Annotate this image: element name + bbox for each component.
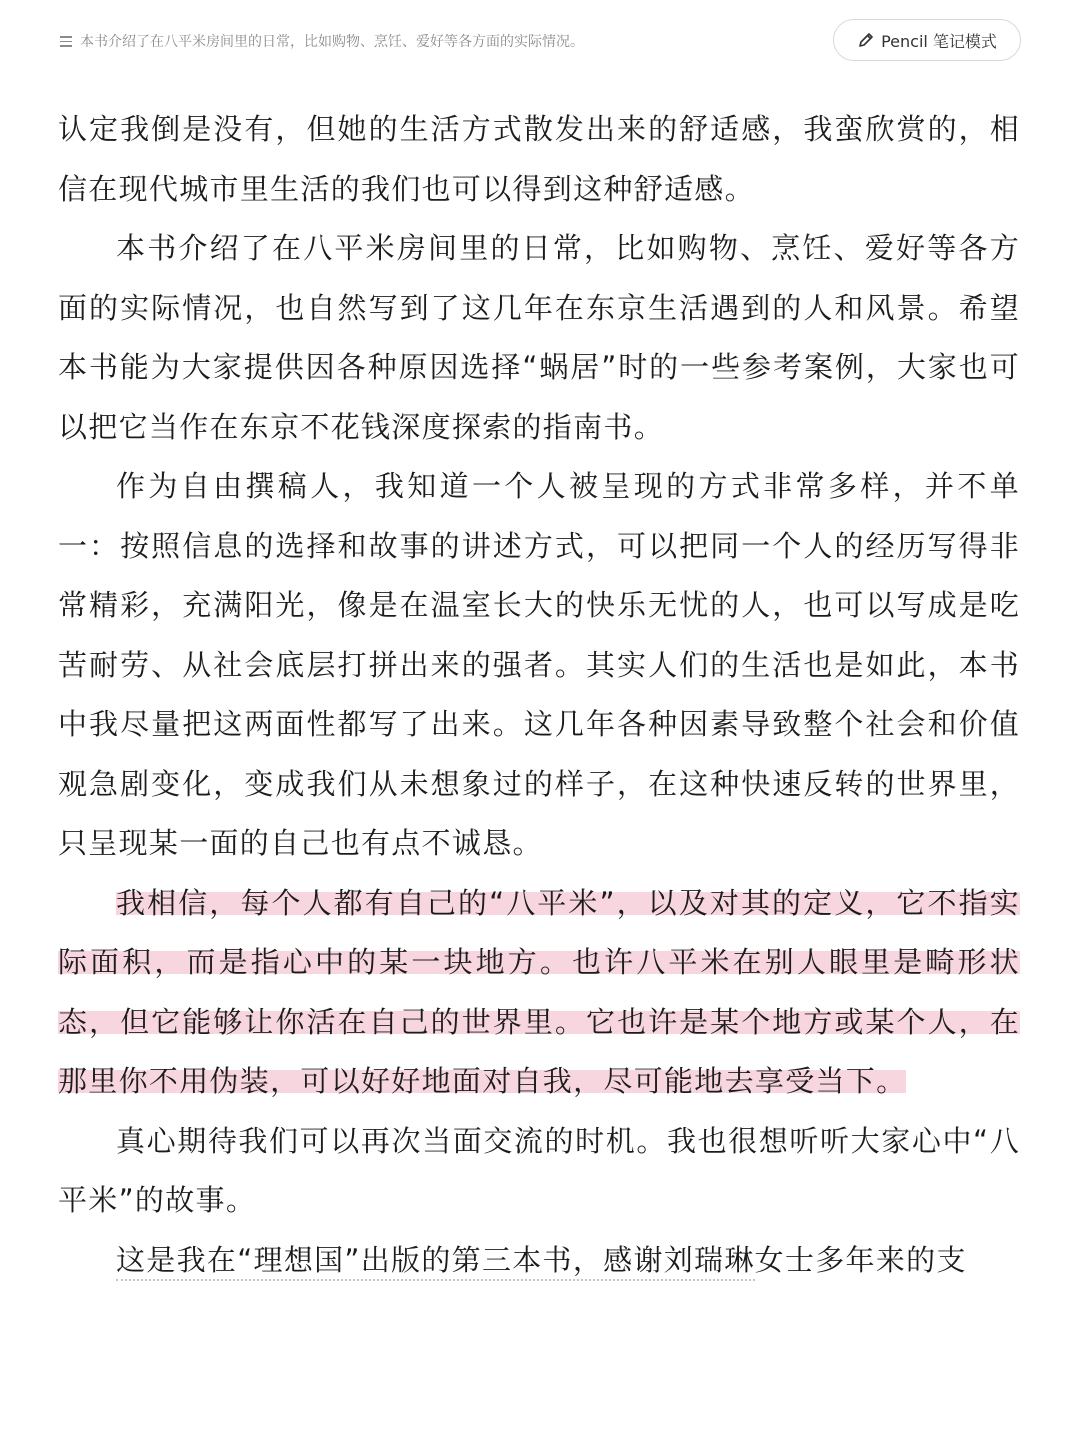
chapter-toc-link[interactable] — [60, 31, 584, 51]
highlighted-passage[interactable]: 我相信，每个人都有自己的“八平米”，以及对其的定义，它不指实际面积，而是指心中的某一块地方。也许八平米在别人眼里是畸形状态，但它能够让你活在自己的世界里。它也许是某个地方或某个人，在那里你不用伪装，可以好好地面对自我，尽可能地去享受当下。 — [58, 885, 1020, 1098]
paragraph-5 — [58, 1231, 1020, 1291]
paragraph-3[interactable] — [58, 874, 1020, 1112]
pencil-icon — [857, 31, 875, 49]
book-page-text — [58, 100, 1020, 1290]
underlined-passage[interactable]: 这是我在“理想国”出版的第三本书，感谢刘瑞琳 — [116, 1243, 755, 1281]
menu-icon — [60, 35, 72, 47]
pencil-button-label: Pencil 笔记模式 — [881, 31, 997, 51]
paragraph-5-rest: 女士多年来的支 — [754, 1242, 967, 1277]
paragraph-0: 认定我倒是没有，但她的生活方式散发出来的舒适感，我蛮欣赏的，相信在现代城市里生活的我们也可以得到这种舒适感。 — [58, 112, 1020, 206]
paragraph-2: 作为自由撰稿人，我知道一个人被呈现的方式非常多样，并不单一：按照信息的选择和故事的讲述方式，可以把同一个人的经历写得非常精彩，充满阳光，像是在温室长大的快乐无忧的人，也可以写成是吃苦耐劳、从社会底层打拼出来的强者。其实人们的生活也是如此，本书中我尽量把这两面性都写了出来。这几年各种因素导致整个社会和价值观急剧变化，变成我们从未想象过的样子，在这种快速反转的世界里，只呈现某一面的自己也有点不诚恳。 — [58, 469, 1020, 860]
paragraph-1: 本书介绍了在八平米房间里的日常，比如购物、烹饪、爱好等各方面的实际情况，也自然写到了这几年在东京生活遇到的人和风景。希望本书能为大家提供因各种原因选择“蜗居”时的一些参考案例，大家也可以把它当作在东京不花钱深度探索的指南书。 — [58, 231, 1020, 444]
paragraph-4: 真心期待我们可以再次当面交流的时机。我也很想听听大家心中“八平米”的故事。 — [58, 1123, 1020, 1217]
pencil-notes-mode-button[interactable] — [833, 19, 1021, 61]
toc-text: 本书介绍了在八平米房间里的日常，比如购物、烹饪、爱好等各方面的实际情况。 — [80, 34, 584, 50]
reader-toolbar — [0, 0, 1080, 84]
